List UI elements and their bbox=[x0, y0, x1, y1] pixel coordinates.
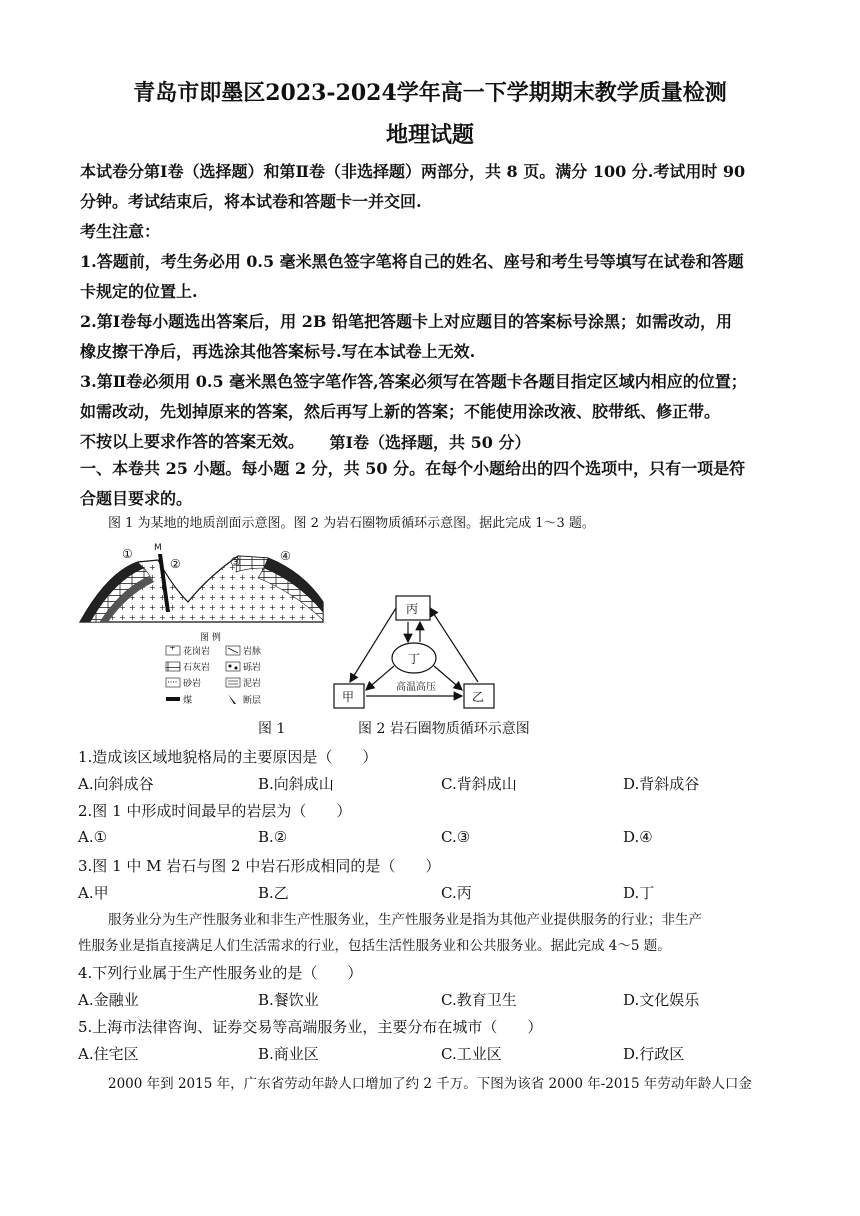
notice-item: 不按以上要求作答的答案无效。 bbox=[80, 432, 305, 451]
marker-1: ① bbox=[122, 547, 133, 561]
legend-label: 石灰岩 bbox=[183, 663, 211, 673]
legend-title: 图 例 bbox=[200, 633, 221, 643]
option: C.丙 bbox=[441, 884, 472, 902]
option: A.金融业 bbox=[78, 991, 139, 1009]
material-text: 性服务业是指直接满足人们生活需求的行业，包括生活性服务业和公共服务业。据此完成 4～5 题。 bbox=[78, 938, 671, 954]
option: A.甲 bbox=[78, 884, 109, 902]
option: D.文化娱乐 bbox=[623, 991, 700, 1009]
legend-label: 岩脉 bbox=[243, 647, 262, 657]
page-title: 青岛市即墨区2023-2024学年高一下学期期末教学质量检测 bbox=[133, 80, 727, 106]
notice-item: 卡规定的位置上. bbox=[80, 282, 198, 301]
option: A.向斜成谷 bbox=[78, 775, 154, 793]
intro-line: 本试卷分第Ⅰ卷（选择题）和第Ⅱ卷（非选择题）两部分，共 8 页。满分 100 分.考试用时 90 bbox=[80, 162, 746, 181]
option: D.行政区 bbox=[623, 1045, 685, 1063]
option: D.丁 bbox=[623, 884, 655, 902]
question-stem: 3.图 1 中 M 岩石与图 2 中岩石形成相同的是（ ） bbox=[78, 857, 441, 875]
marker-4: ④ bbox=[280, 549, 291, 563]
notice-label: 考生注意： bbox=[80, 222, 161, 241]
question-stem: 4.下列行业属于生产性服务业的是（ ） bbox=[78, 964, 363, 982]
option: C.背斜成山 bbox=[441, 775, 517, 793]
marker-2: ② bbox=[170, 557, 181, 571]
figure-1-caption: 图 1 bbox=[258, 721, 286, 737]
page-subtitle: 地理试题 bbox=[385, 122, 474, 148]
node-top: 丙 bbox=[406, 602, 419, 616]
figure-2-rock-cycle bbox=[330, 592, 510, 714]
notice-item: 橡皮擦干净后，再选涂其他答案标号.写在本试卷上无效. bbox=[80, 342, 476, 361]
legend-label: 花岗岩 bbox=[183, 647, 211, 657]
material-text: 2000 年到 2015 年，广东省劳动年龄人口增加了约 2 千万。下图为该省 2000 年-2015 年劳动年龄人口金 bbox=[108, 1076, 752, 1092]
option: B.商业区 bbox=[258, 1045, 319, 1063]
figure-2-caption: 图 2 岩石圈物质循环示意图 bbox=[358, 721, 530, 737]
figure-1-cross-section bbox=[78, 542, 328, 714]
node-left: 甲 bbox=[342, 690, 355, 704]
option: A.住宅区 bbox=[78, 1045, 139, 1063]
arrow-label: 高温高压 bbox=[396, 682, 436, 693]
option: C.工业区 bbox=[441, 1045, 502, 1063]
legend-label: 煤 bbox=[183, 696, 193, 706]
legend bbox=[166, 645, 261, 706]
question-stem: 2.图 1 中形成时间最早的岩层为（ ） bbox=[78, 802, 352, 820]
node-right: 乙 bbox=[472, 690, 485, 704]
instruction-line: 合题目要求的。 bbox=[80, 489, 193, 508]
notice-item: 1.答题前，考生务必用 0.5 毫米黑色签字笔将自己的姓名、座号和考生号等填写在试卷和答题 bbox=[80, 252, 744, 271]
legend-label: 砂岩 bbox=[183, 679, 202, 689]
question-stem: 1.造成该区域地貌格局的主要原因是（ ） bbox=[78, 748, 378, 766]
notice-item: 如需改动，先划掉原来的答案，然后再写上新的答案；不能使用涂改液、胶带纸、修正带。 bbox=[80, 402, 721, 421]
option: D.背斜成谷 bbox=[623, 775, 700, 793]
material-text: 服务业分为生产性服务业和非生产性服务业，生产性服务业是指为其他产业提供服务的行业；非生产 bbox=[108, 912, 702, 928]
marker-m: M bbox=[154, 543, 162, 553]
legend-label: 断层 bbox=[243, 696, 262, 706]
notice-item: 2.第Ⅰ卷每小题选出答案后，用 2B 铅笔把答题卡上对应题目的答案标号涂黑；如需改动，用 bbox=[80, 312, 732, 331]
section-instructions bbox=[80, 454, 785, 514]
material-text: 图 1 为某地的地质剖面示意图。图 2 为岩石圈物质循环示意图。据此完成 1～3 题。 bbox=[108, 516, 595, 531]
option: C.教育卫生 bbox=[441, 991, 517, 1009]
option: B.向斜成山 bbox=[258, 775, 334, 793]
node-center: 丁 bbox=[408, 652, 421, 666]
option: B.乙 bbox=[258, 884, 289, 902]
question-stem: 5.上海市法律咨询、证券交易等高端服务业，主要分布在城市（ ） bbox=[78, 1018, 543, 1036]
intro-block bbox=[80, 157, 785, 457]
section-title: 第Ⅰ卷（选择题，共 50 分） bbox=[329, 433, 531, 452]
notice-item: 3.第Ⅱ卷必须用 0.5 毫米黑色签字笔作答,答案必须写在答题卡各题目指定区域内相应的位置； bbox=[80, 372, 747, 391]
option: D.④ bbox=[623, 828, 653, 846]
instruction-line: 一、本卷共 25 小题。每小题 2 分，共 50 分。在每个小题给出的四个选项中，只有一项是符 bbox=[80, 459, 746, 478]
option: B.② bbox=[258, 828, 288, 846]
marker-3: ③ bbox=[230, 555, 241, 569]
intro-line: 分钟。考试结束后，将本试卷和答题卡一并交回. bbox=[80, 192, 422, 211]
legend-label: 砾岩 bbox=[243, 663, 262, 673]
option: A.① bbox=[78, 828, 108, 846]
legend-label: 泥岩 bbox=[243, 679, 262, 689]
option: C.③ bbox=[441, 828, 471, 846]
option: B.餐饮业 bbox=[258, 991, 319, 1009]
